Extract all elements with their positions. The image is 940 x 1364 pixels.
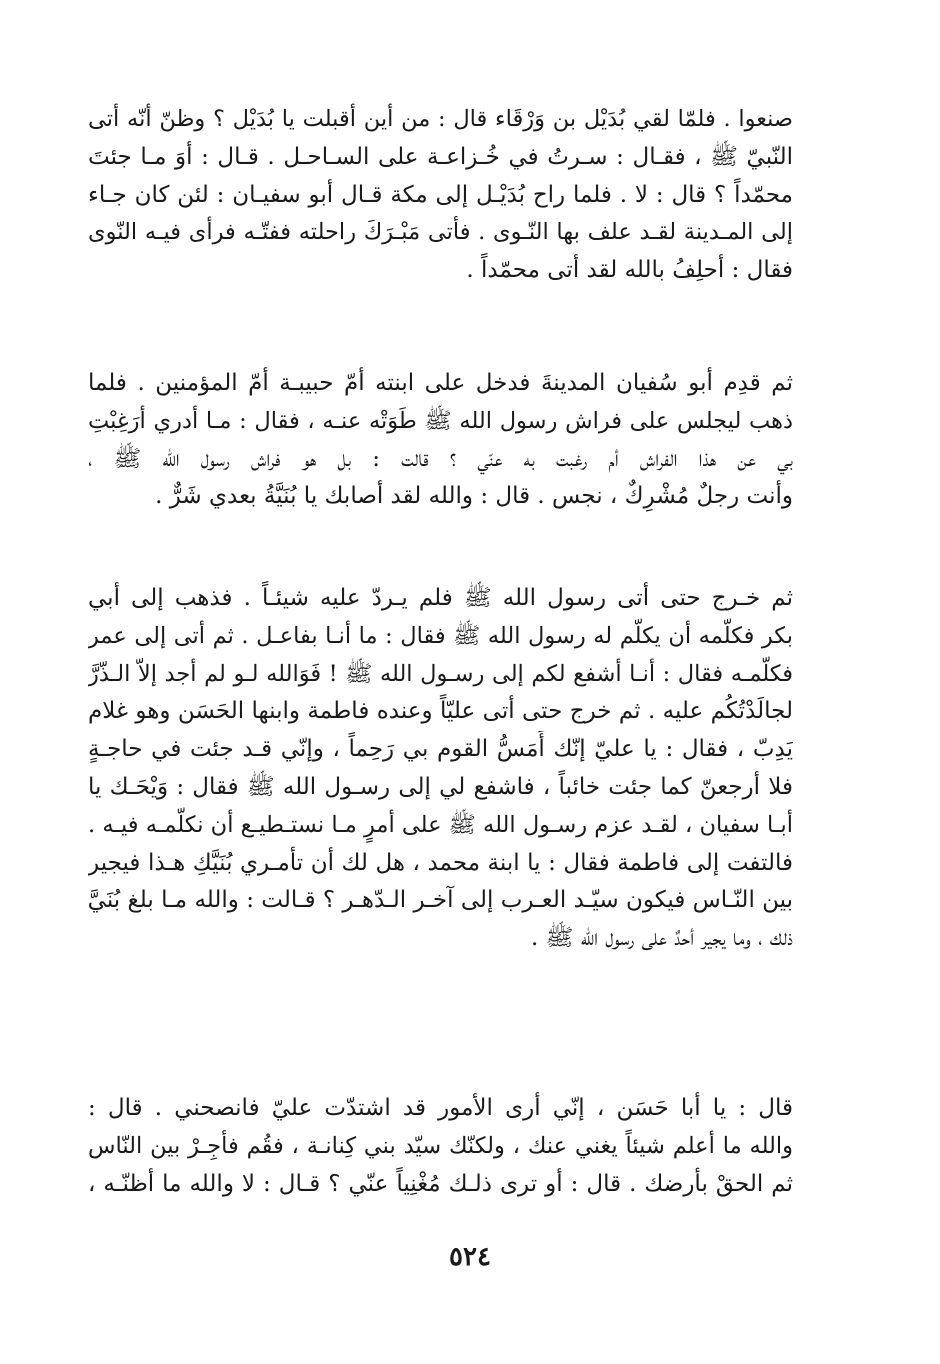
text-line: صنعوا . فلمّا لقي بُدَيْل بن وَرْقَاء قال : من أين أقبلت يا بُدَيْل ؟ وظنّ أنّه أتى	[88, 106, 793, 132]
text-line: يَدِبّ ، فقال : يا عليّ إنّك أَمَسُّ القوم بي رَحِماً ، وإنّي قـد جئت في حاجـةٍ	[88, 736, 793, 763]
text-line: ذلك ، وما يجير أحدٌ على رسول الله ﷺ .	[531, 925, 793, 952]
text-line: ثم الحقْ بأرضك . قال : أو ترى ذلـك مُغْنِياً عنّي ؟ قـال : لا والله ما أظنّـه ،	[88, 1170, 793, 1197]
text-line: والله ما أعلم شيئاً يغني عنك ، ولكنّك سيّد بني كِنانـة ، فقُم فأجِـرْ بين النّاس	[88, 1132, 793, 1159]
text-line: فقال : أحلِفُ بالله لقد أتى محمّداً .	[466, 257, 793, 284]
text-line: بين النّـاس فيكون سيّـد العـرب إلى آخـر الـدّهـر ؟ قـالت : والله مـا بلغ بُنَيَّ	[88, 887, 793, 914]
text-line: بي عن هذا الفراش أم رغبت به عنّي ؟ قالت : بل هو فراش رسول الله ﷺ ،	[88, 445, 793, 472]
text-line: فلا أرجعنّ كما جئت خائباً ، فاشفع لي إلى رسـول الله ﷺ فقال : وَيْحَـك يا	[88, 773, 793, 800]
text-line: قال : يا أبا حَسَن ، إنّي أرى الأمور قد اشتدّت عليّ فانصحني . قال :	[88, 1095, 793, 1121]
page-number: ٥٢٤	[449, 1242, 491, 1272]
paragraph-4	[88, 1090, 793, 1203]
text-line: فكلّمـه فقال : أنـا أشفع لكم إلى رسـول الله ﷺ ! فَوَالله لـو لم أجد إلاّ الـذّرَّ	[88, 660, 793, 687]
text-line: لجالَدْتُكُم عليه . ثم خرج حتى أتى عليّاً وعنده فاطمة وابنها الحَسَن وهو غلام	[88, 698, 793, 725]
text-line: أبـا سفيان ، لقـد عزم رسـول الله ﷺ على أمرٍ مـا نستـطيـع أن نكلّمـه فيـه .	[88, 811, 793, 838]
text-line: فالتفت إلى فاطمة فقال : يا ابنة محمد ، هل لك أن تأمـري بُنَيَّكِ هـذا فيجير	[88, 849, 793, 876]
text-line: محمّداً ؟ قال : لا . فلما راح بُدَيْـل إلى مكة قـال أبو سفيـان : لئن كان جـاء	[88, 181, 793, 208]
paragraph-2	[88, 365, 793, 516]
text-line: ثم خـرج حتى أتى رسول الله ﷺ فلم يـردّ عليه شيئـاً . فذهب إلى أبي	[88, 585, 793, 611]
text-line: وأنت رجلٌ مُشْرِكٌ ، نجس . قال : والله لقد أصابك يا بُنَيَّةُ بعدي شَرٌّ .	[155, 483, 793, 510]
text-line: ذهب ليجلس على فراش رسول الله ﷺ طَوَتْه عنـه ، فقال : مـا أدري أرَغِبْتِ	[88, 407, 793, 434]
text-line: بكر فكلّمه أن يكلّم له رسول الله ﷺ فقال : ما أنـا بفاعـل . ثم أتى إلى عمر	[88, 622, 793, 649]
text-line: النّبيّ ﷺ ، فقـال : سـرتُ في خُـزاعـة على السـاحـل . قـال : أوَ مـا جئتَ	[88, 143, 793, 170]
text-line: ثم قدِم أبو سُفيان المدينةَ فدخل على ابنته أمّ حبيبـة أمّ المؤمنين . فلما	[88, 370, 793, 396]
paragraph-1	[88, 101, 793, 290]
paragraph-3	[88, 580, 793, 958]
text-line: إلى المـدينة لقـد علف بها النّـوى . فأتى مَبْـرَكَ راحلته ففتّـه فرأى فيـه النّوى	[88, 219, 793, 246]
